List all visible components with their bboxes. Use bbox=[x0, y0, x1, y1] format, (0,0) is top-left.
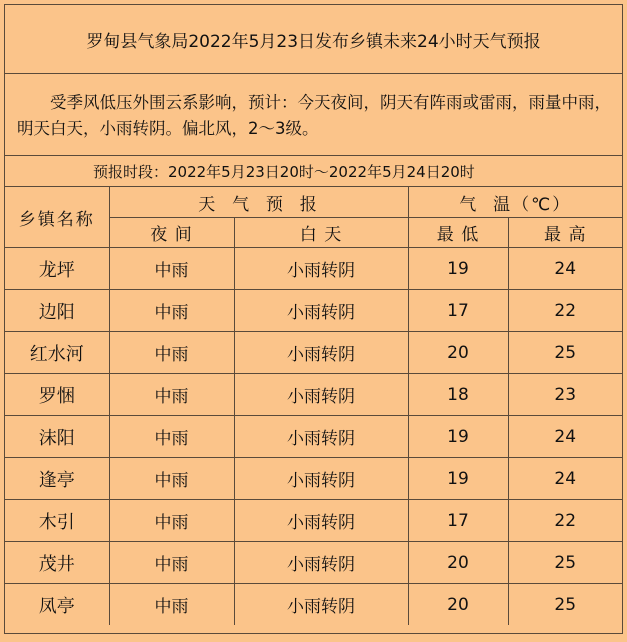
max-temp-cell: 22 bbox=[508, 500, 622, 542]
day-weather-cell: 小雨转阴 bbox=[234, 290, 408, 332]
night-weather-cell: 中雨 bbox=[109, 332, 234, 374]
table-row bbox=[5, 416, 622, 458]
table-row bbox=[5, 248, 622, 290]
night-weather-cell: 中雨 bbox=[109, 458, 234, 500]
min-temp-cell: 18 bbox=[408, 374, 508, 416]
table-row bbox=[5, 584, 622, 626]
table-row bbox=[5, 332, 622, 374]
forecast-title: 罗甸县气象局2022年5月23日发布乡镇未来24小时天气预报 bbox=[5, 5, 622, 74]
day-weather-cell: 小雨转阴 bbox=[234, 500, 408, 542]
day-weather-cell: 小雨转阴 bbox=[234, 458, 408, 500]
min-temp-cell: 19 bbox=[408, 248, 508, 290]
header-day: 白 天 bbox=[234, 218, 408, 248]
table-row bbox=[5, 500, 622, 542]
day-weather-cell: 小雨转阴 bbox=[234, 584, 408, 626]
night-weather-cell: 中雨 bbox=[109, 584, 234, 626]
min-temp-cell: 17 bbox=[408, 290, 508, 332]
town-cell: 红水河 bbox=[5, 332, 109, 374]
max-temp-cell: 25 bbox=[508, 332, 622, 374]
header-temperature: 气 温（℃） bbox=[408, 187, 622, 218]
day-weather-cell: 小雨转阴 bbox=[234, 542, 408, 584]
max-temp-cell: 24 bbox=[508, 416, 622, 458]
forecast-period: 预报时段：2022年5月23日20时～2022年5月24日20时 bbox=[5, 156, 622, 187]
min-temp-cell: 19 bbox=[408, 458, 508, 500]
night-weather-cell: 中雨 bbox=[109, 290, 234, 332]
night-weather-cell: 中雨 bbox=[109, 542, 234, 584]
night-weather-cell: 中雨 bbox=[109, 500, 234, 542]
day-weather-cell: 小雨转阴 bbox=[234, 248, 408, 290]
header-night: 夜 间 bbox=[109, 218, 234, 248]
town-cell: 边阳 bbox=[5, 290, 109, 332]
night-weather-cell: 中雨 bbox=[109, 416, 234, 458]
min-temp-cell: 20 bbox=[408, 542, 508, 584]
table-row bbox=[5, 374, 622, 416]
night-weather-cell: 中雨 bbox=[109, 374, 234, 416]
header-max: 最 高 bbox=[508, 218, 622, 248]
town-cell: 逢亭 bbox=[5, 458, 109, 500]
header-min: 最 低 bbox=[408, 218, 508, 248]
min-temp-cell: 20 bbox=[408, 584, 508, 626]
forecast-sheet bbox=[4, 4, 623, 634]
town-cell: 龙坪 bbox=[5, 248, 109, 290]
max-temp-cell: 24 bbox=[508, 458, 622, 500]
town-cell: 木引 bbox=[5, 500, 109, 542]
night-weather-cell: 中雨 bbox=[109, 248, 234, 290]
header-weather: 天 气 预 报 bbox=[109, 187, 408, 218]
min-temp-cell: 20 bbox=[408, 332, 508, 374]
forecast-table bbox=[5, 187, 622, 625]
town-cell: 罗悃 bbox=[5, 374, 109, 416]
max-temp-cell: 25 bbox=[508, 542, 622, 584]
town-cell: 沫阳 bbox=[5, 416, 109, 458]
max-temp-cell: 24 bbox=[508, 248, 622, 290]
table-row bbox=[5, 458, 622, 500]
day-weather-cell: 小雨转阴 bbox=[234, 374, 408, 416]
town-cell: 茂井 bbox=[5, 542, 109, 584]
table-row bbox=[5, 542, 622, 584]
min-temp-cell: 19 bbox=[408, 416, 508, 458]
max-temp-cell: 25 bbox=[508, 584, 622, 626]
table-row bbox=[5, 290, 622, 332]
day-weather-cell: 小雨转阴 bbox=[234, 332, 408, 374]
min-temp-cell: 17 bbox=[408, 500, 508, 542]
header-town: 乡镇名称 bbox=[5, 187, 109, 248]
town-cell: 凤亭 bbox=[5, 584, 109, 626]
max-temp-cell: 23 bbox=[508, 374, 622, 416]
day-weather-cell: 小雨转阴 bbox=[234, 416, 408, 458]
max-temp-cell: 22 bbox=[508, 290, 622, 332]
forecast-description: 受季风低压外围云系影响，预计：今天夜间，阴天有阵雨或雷雨，雨量中雨，明天白天，小雨转阴。偏北风，2～3级。 bbox=[5, 74, 622, 156]
